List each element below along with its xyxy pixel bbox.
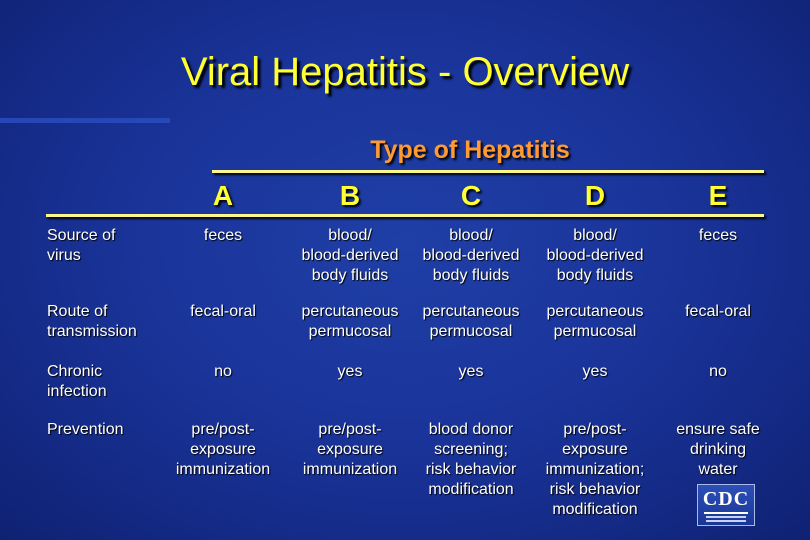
column-header-b: B xyxy=(339,180,361,211)
row-label-prevention: Prevention xyxy=(47,421,124,438)
column-header-c: C xyxy=(460,180,482,211)
cell-prevention-a: pre/post- exposure immunization xyxy=(175,421,271,478)
cdc-logo xyxy=(697,484,755,526)
cell-prevention-e: ensure safe drinking water xyxy=(676,421,760,478)
cell-prevention-c: blood donor screening; risk behavior modification xyxy=(425,421,517,498)
cell-chronic-d: yes xyxy=(582,363,608,380)
cell-chronic-a: no xyxy=(214,363,232,380)
cell-prevention-d: pre/post- exposure immunization; risk behavior modification xyxy=(545,421,645,518)
cell-route-d: percutaneous permucosal xyxy=(546,303,644,340)
row-label-source: Source of virus xyxy=(47,227,116,264)
row-label-route: Route of transmission xyxy=(47,303,137,340)
logo-fine-print xyxy=(706,520,746,522)
slide-title: Viral Hepatitis - Overview xyxy=(180,50,630,94)
decorative-line xyxy=(0,118,170,123)
header-rule-top xyxy=(212,170,764,173)
cdc-logo-text: CDC xyxy=(702,488,750,510)
cell-chronic-c: yes xyxy=(458,363,484,380)
column-header-d: D xyxy=(584,180,606,211)
cell-source-e: feces xyxy=(698,227,738,244)
cell-route-e: fecal-oral xyxy=(685,303,751,320)
cell-chronic-b: yes xyxy=(337,363,363,380)
cell-source-c: blood/ blood-derived body fluids xyxy=(422,227,520,284)
cell-prevention-b: pre/post- exposure immunization xyxy=(302,421,398,478)
column-header-a: A xyxy=(212,180,234,211)
cell-route-c: percutaneous permucosal xyxy=(422,303,520,340)
logo-fine-print xyxy=(706,516,746,518)
table-subtitle: Type of Hepatitis xyxy=(370,136,570,164)
cell-source-a: feces xyxy=(203,227,243,244)
cell-chronic-e: no xyxy=(709,363,727,380)
cell-route-a: fecal-oral xyxy=(190,303,256,320)
cell-source-b: blood/ blood-derived body fluids xyxy=(301,227,399,284)
cell-source-d: blood/ blood-derived body fluids xyxy=(546,227,644,284)
row-label-chronic: Chronic infection xyxy=(47,363,107,400)
logo-underline xyxy=(704,512,748,514)
cell-route-b: percutaneous permucosal xyxy=(301,303,399,340)
header-rule-bottom xyxy=(46,214,764,217)
column-header-e: E xyxy=(708,180,728,211)
